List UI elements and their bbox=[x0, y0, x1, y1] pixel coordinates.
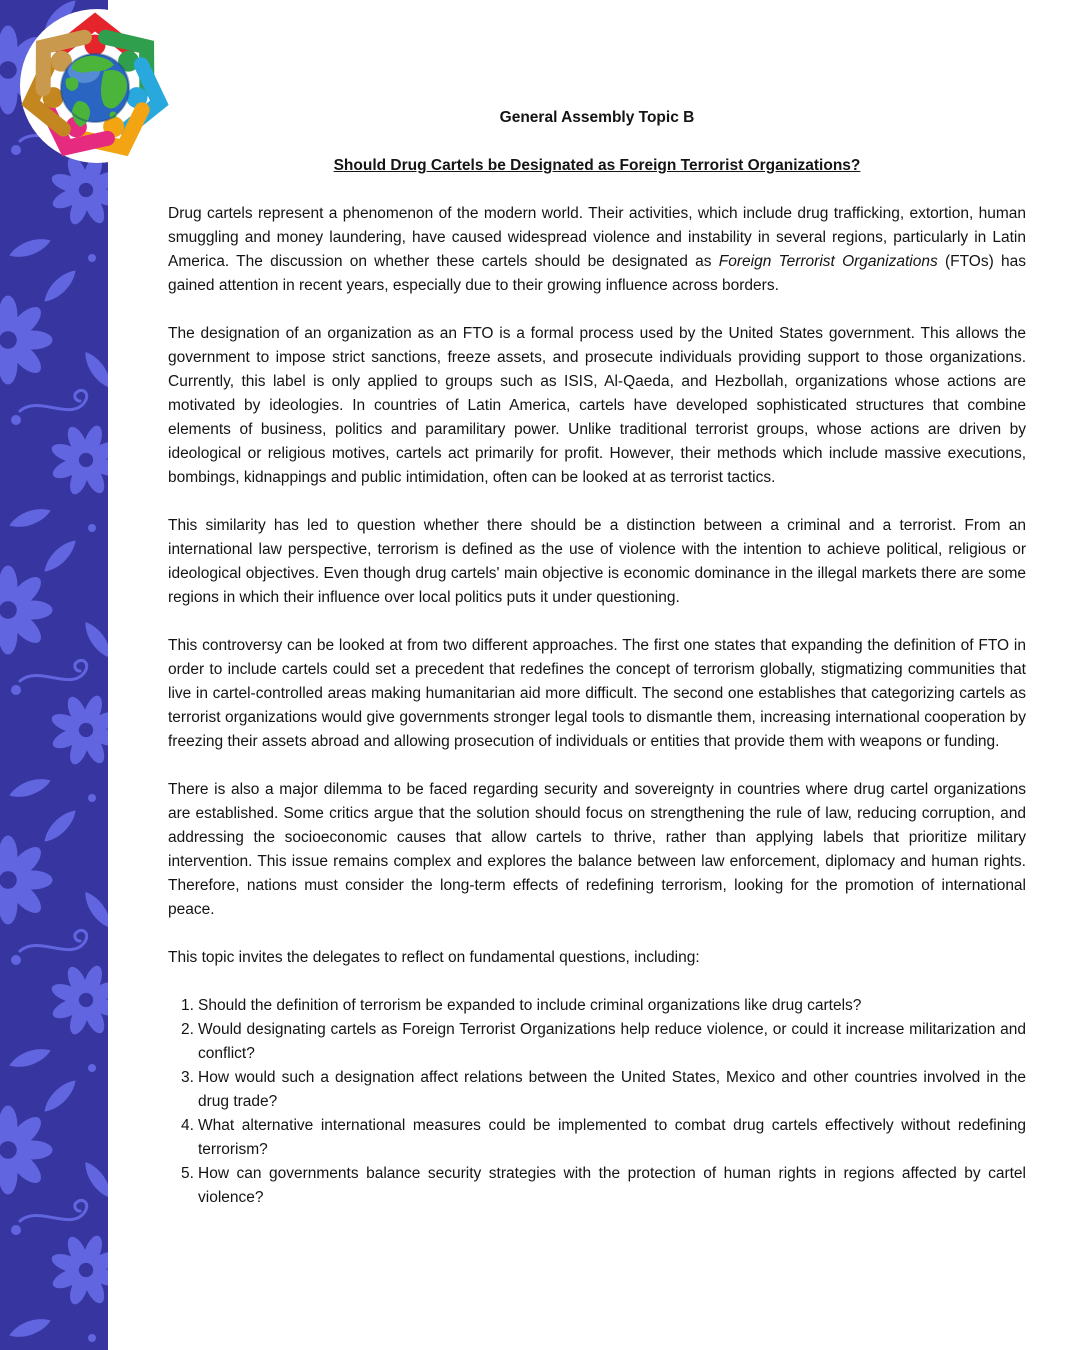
paragraph-2: The designation of an organization as an FTO is a formal process used by the United States government. This allows the government to impose strict sanctions, freeze assets, and prosecute individuals providing support to those organizations. Currently, this label is only applied to groups such as ISIS, Al-Qaeda, and Hezbollah, organizations whose actions are motivated by ideologies. In countries of Latin America, cartels have developed sophisticated structures that combine elements of business, politics and paramilitary power. Unlike traditional terrorist groups, whose actions are driven by ideological or religious motives, cartels act primarily for profit. However, their methods which include massive executions, bombings, kidnappings and public intimidation, often can be looked at as terrorist tactics. bbox=[168, 325, 1026, 486]
paragraph-1-text-end: (FTOs) has gained attention in recent years, especially due to their growing influence across borders. bbox=[168, 253, 1027, 294]
question-item-3 bbox=[181, 1066, 1026, 1114]
paragraph-4: This controversy can be looked at from two different approaches. The first one states that expanding the definition of FTO in order to include cartels could set a precedent that redefines the concept of terrorism globally, stigmatizing communities that live in cartel-controlled areas making humanitarian aid more difficult. The second one establishes that categorizing cartels as terrorist organizations would give governments stronger legal tools to dismantle them, increasing international cooperation by freezing their assets abroad and allowing prosecution of individuals or entities that provide them with weapons or funding. bbox=[168, 637, 1026, 750]
paragraph-1-italic-term: Foreign Terrorist Organizations bbox=[718, 253, 938, 270]
question-number: 5. bbox=[181, 1165, 194, 1182]
questions-list bbox=[168, 994, 1026, 1210]
question-text: How would such a designation affect relations between the United States, Mexico and other countries involved in the drug trade? bbox=[198, 1069, 1026, 1110]
question-item-1 bbox=[181, 994, 1026, 1018]
paragraph-1-text-start: Drug cartels represent a phenomenon of the modern world. Their activities, which include drug trafficking, extortion, human smuggling and money laundering, have caused widespread violence and instability in several regions, particularly in Latin America. The discussion on whether these cartels should be designated as bbox=[168, 205, 1026, 270]
question-item-2 bbox=[181, 1018, 1026, 1066]
question-item-5 bbox=[181, 1162, 1026, 1210]
question-number: 1. bbox=[181, 997, 194, 1014]
topic-title: Should Drug Cartels be Designated as Foreign Terrorist Organizations? bbox=[333, 157, 861, 174]
question-text: How can governments balance security strategies with the protection of human rights in regions affected by cartel violence? bbox=[198, 1165, 1026, 1206]
paragraph-3: This similarity has led to question whether there should be a distinction between a criminal and a terrorist. From an international law perspective, terrorism is defined as the use of violence with the intention to achieve political, religious or ideological objectives. Even though drug cartels' main objective is economic dominance in the illegal markets there are some regions in which their influence over local politics puts it under questioning. bbox=[168, 517, 1026, 606]
document-content bbox=[168, 0, 1026, 1210]
decorative-floral-sidebar bbox=[0, 0, 108, 1350]
question-number: 3. bbox=[181, 1069, 194, 1086]
globe-people-emblem-icon bbox=[18, 5, 178, 165]
question-text: Would designating cartels as Foreign Terrorist Organizations help reduce violence, or could it increase militarization and conflict? bbox=[198, 1021, 1026, 1062]
question-number: 2. bbox=[181, 1021, 194, 1038]
questions-intro: This topic invites the delegates to reflect on fundamental questions, including: bbox=[168, 949, 700, 966]
paragraph-5: There is also a major dilemma to be faced regarding security and sovereignty in countries where drug cartel organizations are established. Some critics argue that the solution should focus on strengthening the rule of law, reducing corruption, and addressing the socioeconomic causes that allow cartels to thrive, rather than applying labels that prioritize military intervention. This issue remains complex and explores the balance between law enforcement, diplomacy and human rights. Therefore, nations must consider the long-term effects of redefining terrorism, looking for the promotion of international peace. bbox=[168, 781, 1026, 918]
paragraph-1 bbox=[168, 202, 1026, 298]
floral-pattern-graphic bbox=[0, 0, 108, 1350]
question-text: Should the definition of terrorism be expanded to include criminal organizations like drug cartels? bbox=[198, 997, 862, 1014]
question-text: What alternative international measures could be implemented to combat drug cartels effectively without redefining terrorism? bbox=[198, 1117, 1026, 1158]
question-item-4 bbox=[181, 1114, 1026, 1162]
assembly-topic-header: General Assembly Topic B bbox=[499, 109, 695, 126]
mun-logo bbox=[18, 5, 178, 165]
question-number: 4. bbox=[181, 1117, 194, 1134]
